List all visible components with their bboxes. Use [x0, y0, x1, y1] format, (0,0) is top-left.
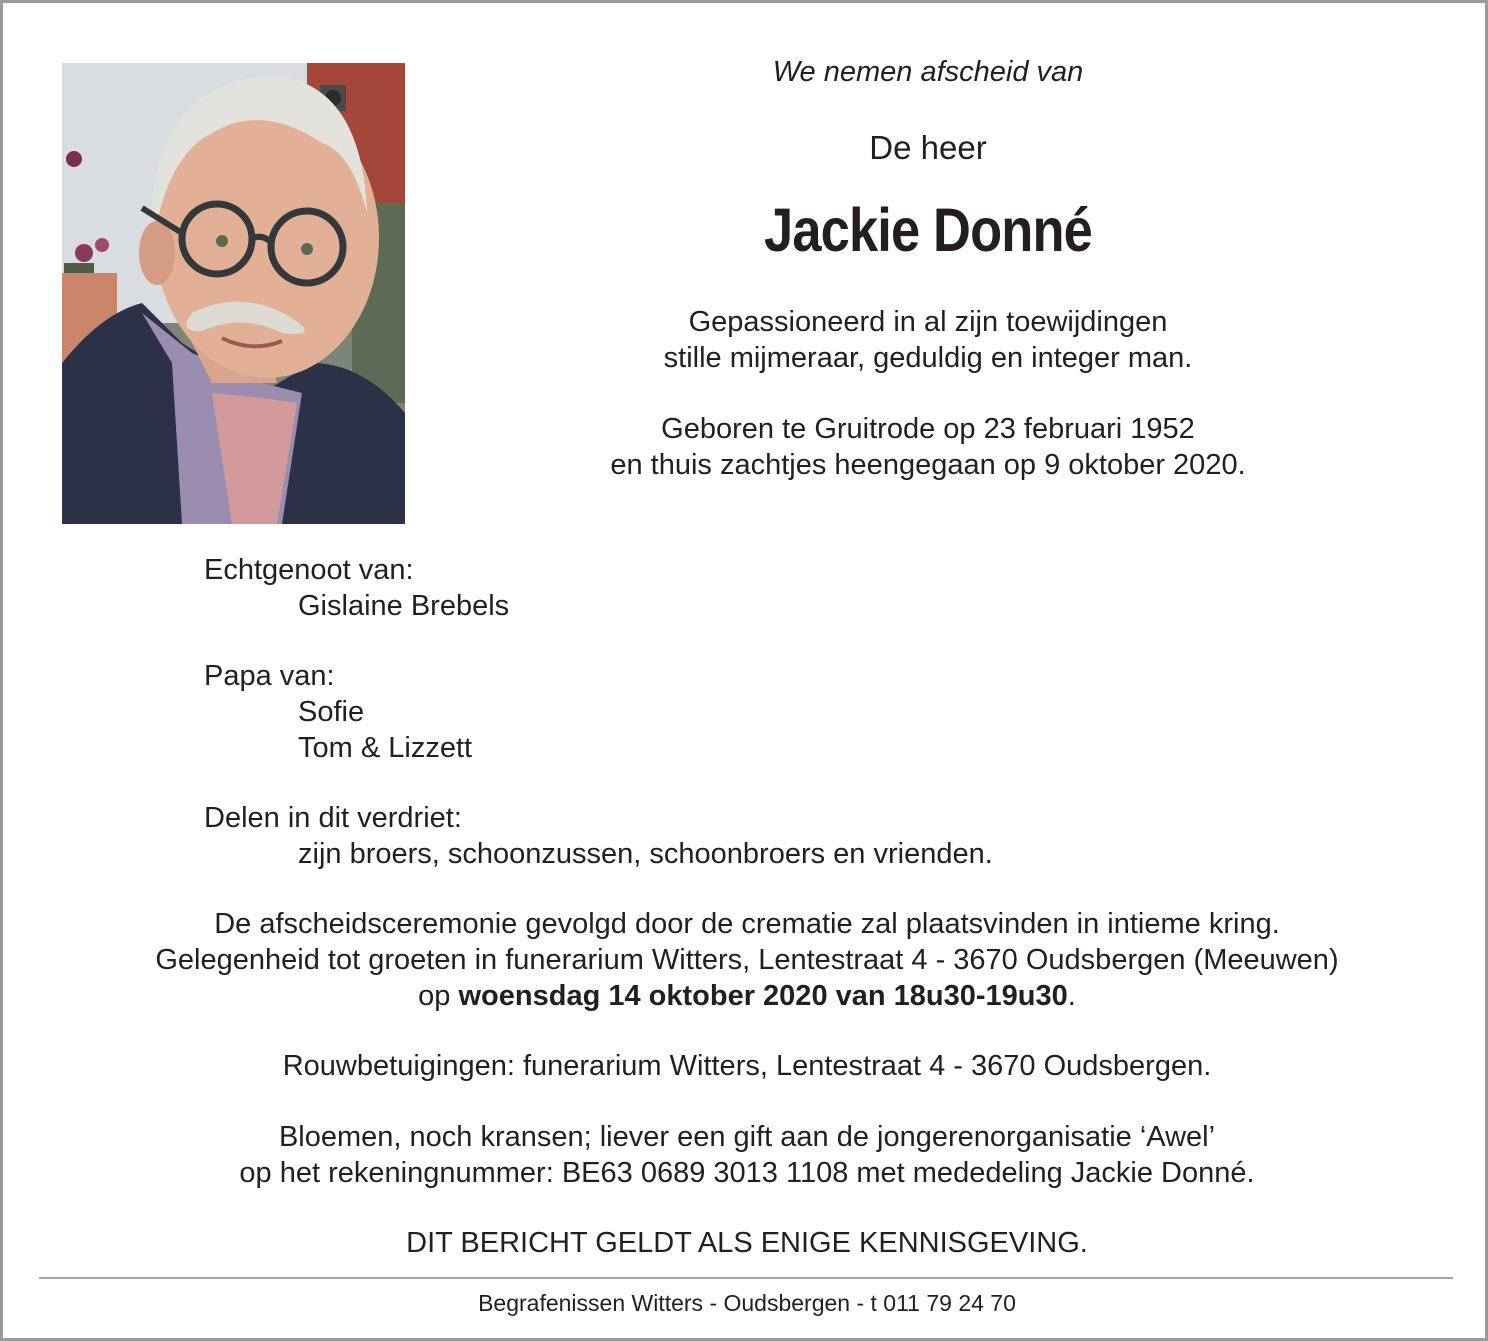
motto-line-2: stille mijmeraar, geduldig en integer man.: [663, 342, 1193, 374]
spouse-section: [204, 552, 509, 624]
child-name: Sofie: [298, 696, 365, 728]
honorific: De heer: [869, 129, 987, 166]
notice-text: DIT BERICHT GELDT ALS ENIGE KENNISGEVING.: [406, 1227, 1088, 1259]
ceremony-line-2: Gelegenheid tot groeten in funerarium Witters, Lentestraat 4 - 3670 Oudsbergen (Meeuwen): [155, 944, 1339, 976]
ceremony-section: [3, 906, 1488, 1014]
ceremony-prefix: op: [418, 980, 459, 1012]
child-name: Tom & Lizzett: [298, 732, 473, 764]
ceremony-suffix: .: [1067, 980, 1076, 1012]
motto-line-1: Gepassioneerd in al zijn toewijdingen: [688, 306, 1168, 338]
ceremony-line-3: [3, 978, 1488, 1014]
flowers-line-2: op het rekeningnummer: BE63 0689 3013 1108 met mededeling Jackie Donné.: [239, 1157, 1255, 1189]
flowers-section: [3, 1119, 1488, 1191]
footer-divider: [39, 1277, 1453, 1279]
life-dates: [443, 411, 1413, 483]
ceremony-line-1: De afscheidsceremonie gevolgd door de crematie zal plaatsvinden in intieme kring.: [214, 908, 1280, 940]
portrait-icon: [62, 63, 405, 524]
spouse-label: Echtgenoot van:: [204, 554, 414, 586]
birth-line: Geboren te Gruitrode op 23 februari 1952: [661, 413, 1195, 445]
children-section: [204, 658, 472, 766]
sharing-section: [204, 800, 993, 872]
footer-text: Begrafenissen Witters - Oudsbergen - t 011 79 24 70: [478, 1290, 1016, 1316]
flowers-line-1: Bloemen, noch kransen; liever een gift aan de jongerenorganisatie ‘Awel’: [278, 1121, 1216, 1153]
motto: [443, 304, 1413, 376]
spouse-name: Gislaine Brebels: [298, 590, 510, 622]
ceremony-date: woensdag 14 oktober 2020 van 18u30-19u30: [458, 980, 1068, 1012]
portrait-photo: [62, 63, 405, 524]
deceased-name: Jackie Donné: [764, 196, 1092, 264]
sharing-text: zijn broers, schoonzussen, schoonbroers en vrienden.: [298, 838, 993, 870]
condolences-text: Rouwbetuigingen: funerarium Witters, Lentestraat 4 - 3670 Oudsbergen.: [282, 1050, 1212, 1082]
intro-text: We nemen afscheid van: [772, 56, 1084, 88]
death-line: en thuis zachtjes heengegaan op 9 oktober 2020.: [610, 449, 1246, 481]
children-label: Papa van:: [204, 660, 335, 692]
sharing-label: Delen in dit verdriet:: [204, 802, 462, 834]
